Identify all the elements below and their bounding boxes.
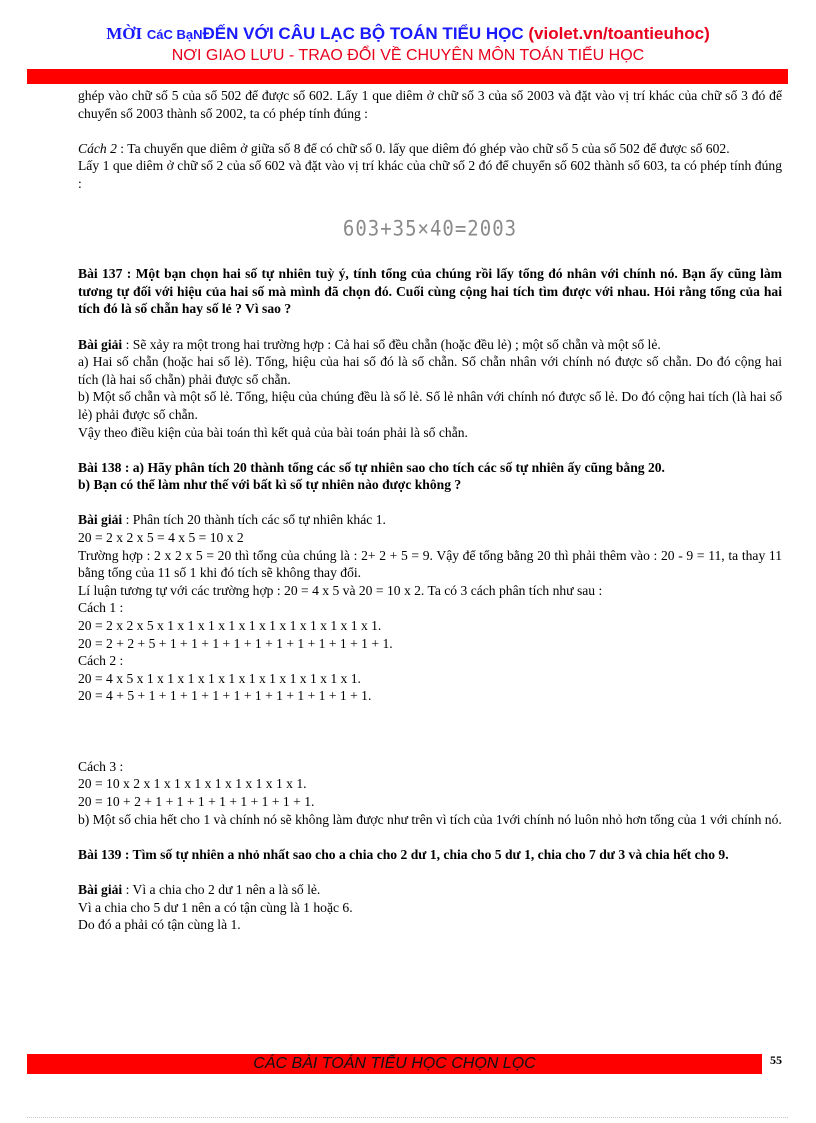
cach-1-sum: 20 = 2 + 2 + 5 + 1 + 1 + 1 + 1 + 1 + 1 + 1 + 1 + 1 + 1 + 1. — [78, 635, 393, 651]
header-line-2: NƠI GIAO LƯU - TRAO ĐỔI VỀ CHUYÊN MÔN TOÁN TIỂU HỌC — [171, 47, 645, 64]
paragraph-3: Lấy 1 que diêm ở chữ số 2 của số 602 và đặt vào vị trí khác của chữ số 2 đó để chuyển số 602 thành số 603, ta có phép tính đúng : — [78, 158, 782, 191]
problem-138-solution — [78, 511, 782, 529]
problem-137-part-a: a) Hai số chẵn (hoặc hai số lẻ). Tổng, hiệu của hai số đó là số chẵn. Số chẵn nhân với chính nó được số chẵn. Do đó cộng hai tích (là hai số chẵn) phải được số chẵn. — [78, 354, 782, 387]
problem-138-part-a: Bài 138 : a) Hãy phân tích 20 thành tổng các số tự nhiên sao cho tích các số tự nhiên ấy cũng bằng 20. — [78, 459, 665, 475]
problem-138-part-b: b) Bạn có thể làm như thế với bất kì số tự nhiên nào được không ? — [78, 477, 462, 493]
matchstick-formula — [78, 216, 782, 241]
header-url: (violet.vn/toantieuhoc) — [528, 24, 710, 43]
solution-text: : Phân tích 20 thành tích các số tự nhiên khác 1. — [122, 512, 386, 528]
cach-1-product: 20 = 2 x 2 x 5 x 1 x 1 x 1 x 1 x 1 x 1 x 1 x 1 x 1 x 1 x 1. — [78, 618, 382, 634]
header-club-name: ĐẾN VỚI CÂU LẠC BỘ TOÁN TIỂU HỌC — [202, 24, 524, 43]
cach-3-sum: 20 = 10 + 2 + 1 + 1 + 1 + 1 + 1 + 1 + 1 + 1. — [78, 793, 315, 809]
header-moi: MỜI — [106, 24, 143, 43]
cach-2-text: : Ta chuyển que diêm ở giữa số 8 để có chữ số 0. lấy que diêm đó ghép vào chữ số 5 của số 502 để được số 602. — [116, 140, 730, 156]
problem-137-part-b: b) Một số chẵn và một số lẻ. Tổng, hiệu của chúng đều là số lẻ. Số lẻ nhân với chính nó được số lẻ. Do đó cộng hai tích (là hai số lẻ) phải được số chẵn. — [78, 389, 782, 422]
problem-138-line-2: Trường hợp : 2 x 2 x 5 = 20 thì tổng của chúng là : 2+ 2 + 5 = 9. Vậy để tổng bằng 20 thì phải thêm vào : 20 - 9 = 11, ta thay 11 bằng tổng của 11 số 1 khi đó tích sẽ không thay đổi. — [78, 547, 782, 581]
footer-title: CÁC BÀI TOÁN TIỂU HỌC CHỌN LỌC — [253, 1055, 536, 1072]
solution-label: Bài giải — [78, 336, 123, 352]
bottom-dotted-divider — [27, 1117, 788, 1118]
cach-3-label: Cách 3 : — [78, 758, 124, 774]
cach-1-label: Cách 1 : — [78, 600, 124, 616]
problem-138-end: b) Một số chia hết cho 1 và chính nó sẽ không làm được như trên vì tích của 1với chính nó luôn nhỏ hơn tổng của 1 với chính nó. — [78, 811, 782, 827]
problem-137-conclusion: Vậy theo điều kiện của bài toán thì kết quả của bài toán phải là số chẵn. — [78, 424, 468, 440]
formula-text: 603+35×40=2003 — [342, 216, 518, 241]
solution-label: Bài giải — [78, 881, 123, 897]
solution-text: : Sẽ xảy ra một trong hai trường hợp : Cả hai số đều chẵn (hoặc đều lẻ) ; một số chẵn và một số lẻ. — [122, 336, 661, 352]
page-content — [78, 87, 782, 934]
header-line-1 — [0, 24, 816, 45]
page-header — [0, 24, 816, 65]
paragraph-1: ghép vào chữ số 5 của số 502 để được số 602. Lấy 1 que diêm ở chữ số 3 của số 2003 và đặt vào vị trí khác của chữ số 3 đó để chuyển số 2003 thành số 2002, ta có phép tính đúng : — [78, 88, 782, 121]
problem-139-solution — [78, 881, 782, 899]
page-number: 55 — [770, 1053, 782, 1067]
problem-138-line-3: Lí luận tương tự với các trường hợp : 20 = 4 x 5 và 20 = 10 x 2. Ta có 3 cách phân tích như sau : — [78, 582, 603, 598]
problem-139-line-2: Do đó a phải có tận cùng là 1. — [78, 917, 241, 933]
header-red-bar — [27, 69, 788, 84]
solution-text: : Vì a chia cho 2 dư 1 nên a là số lẻ. — [122, 881, 321, 897]
cach-2-label-line: Cách 2 : — [78, 653, 124, 669]
problem-138-line-1: 20 = 2 x 2 x 5 = 4 x 5 = 10 x 2 — [78, 530, 244, 546]
problem-137-solution — [78, 336, 782, 354]
problem-137-title: Bài 137 : Một bạn chọn hai số tự nhiên tuỳ ý, tính tổng của chúng rồi lấy tổng đó nhân với chính nó. Bạn ấy cũng làm tương tự đối với hiệu của hai số mà mình đã chọn đó. Cuối cùng cộng hai tích tìm được với nhau. Hỏi rằng tổng của hai tích đó là số chẵn hay số lẻ ? Vì sao ? — [78, 266, 782, 317]
problem-139-title: Bài 139 : Tìm số tự nhiên a nhỏ nhất sao cho a chia cho 2 dư 1, chia cho 5 dư 1, chia cho 7 dư 3 và chia hết cho 9. — [78, 846, 729, 862]
cach-2-sum: 20 = 4 + 5 + 1 + 1 + 1 + 1 + 1 + 1 + 1 + 1 + 1 + 1 + 1. — [78, 688, 372, 704]
solution-label: Bài giải — [78, 512, 123, 528]
paragraph-cach-2 — [78, 140, 782, 158]
problem-139-line-1: Vì a chia cho 5 dư 1 nên a có tận cùng là 1 hoặc 6. — [78, 899, 353, 915]
cach-2-label: Cách 2 — [78, 140, 117, 156]
cach-3-product: 20 = 10 x 2 x 1 x 1 x 1 x 1 x 1 x 1 x 1 x 1. — [78, 776, 307, 792]
cach-2-product: 20 = 4 x 5 x 1 x 1 x 1 x 1 x 1 x 1 x 1 x 1 x 1 x 1 x 1. — [78, 670, 361, 686]
header-cac-ban: CáC BạN — [146, 27, 203, 42]
